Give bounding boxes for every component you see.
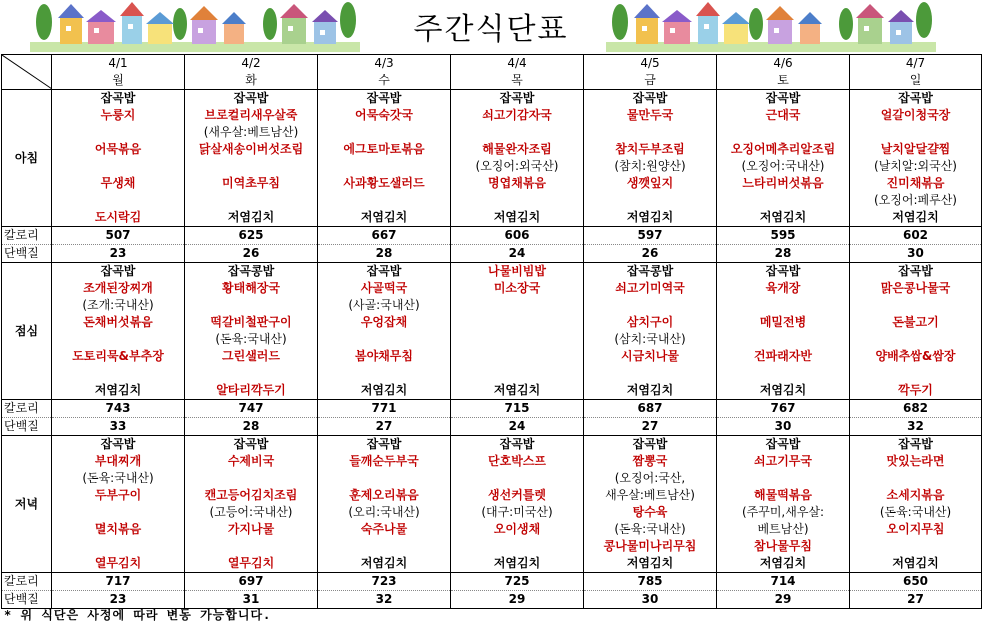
menu-item: 조개된장찌개: [52, 280, 185, 297]
protein-label: 단백질: [2, 418, 52, 436]
menu-item: 저염김치: [318, 209, 451, 227]
menu-item: 잡곡밥: [717, 90, 850, 108]
protein-row: [2, 245, 982, 263]
menu-item: 육개장: [717, 280, 850, 297]
menu-item: 날치알달걀찜: [850, 141, 982, 158]
menu-item: 깍두기: [850, 382, 982, 400]
meal-label: 저녁: [2, 436, 52, 573]
calorie-value: 650: [850, 573, 982, 591]
menu-item: 돈불고기: [850, 314, 982, 331]
calorie-value: 747: [185, 400, 318, 418]
menu-item: 잡곡밥: [318, 90, 451, 108]
menu-item: [584, 365, 717, 382]
protein-value: 32: [850, 418, 982, 436]
protein-value: 28: [717, 245, 850, 263]
weekday-row: [2, 72, 982, 90]
calorie-value: 597: [584, 227, 717, 245]
calorie-value: 785: [584, 573, 717, 591]
weekday-cell: 수: [318, 72, 451, 90]
menu-row: [2, 192, 982, 209]
menu-item: 소세지볶음: [850, 487, 982, 504]
menu-item: 시금치나물: [584, 348, 717, 365]
menu-row: [2, 555, 982, 573]
menu-item: 건파래자반: [717, 348, 850, 365]
menu-item: [52, 158, 185, 175]
menu-row: [2, 175, 982, 192]
calorie-value: 743: [52, 400, 185, 418]
protein-value: 24: [451, 418, 584, 436]
menu-item: [318, 124, 451, 141]
menu-item: 해물완자조림: [451, 141, 584, 158]
protein-value: 28: [318, 245, 451, 263]
menu-item: [185, 365, 318, 382]
menu-item: 미역초무침: [185, 175, 318, 192]
menu-item: [584, 297, 717, 314]
menu-item: 잡곡밥: [717, 263, 850, 281]
protein-value: 33: [52, 418, 185, 436]
menu-row: [2, 365, 982, 382]
menu-item: 쇠고기미역국: [584, 280, 717, 297]
protein-value: 29: [451, 591, 584, 609]
menu-item: (돈육:국내산): [185, 331, 318, 348]
menu-item: 탕수육: [584, 504, 717, 521]
menu-item: 저염김치: [451, 382, 584, 400]
menu-item: 미소장국: [451, 280, 584, 297]
menu-item: 저염김치: [185, 209, 318, 227]
menu-item: [584, 124, 717, 141]
menu-item: 새우살:베트남산): [584, 487, 717, 504]
menu-item: 저염김치: [318, 382, 451, 400]
calorie-value: 717: [52, 573, 185, 591]
menu-row: [2, 297, 982, 314]
menu-item: 단호박스프: [451, 453, 584, 470]
menu-item: [318, 470, 451, 487]
menu-item: [52, 124, 185, 141]
calorie-row: [2, 227, 982, 245]
menu-item: [850, 470, 982, 487]
menu-item: 어묵숙갓국: [318, 107, 451, 124]
menu-item: 잡곡밥: [52, 90, 185, 108]
menu-item: 나물비빔밥: [451, 263, 584, 281]
calorie-label: 칼로리: [2, 227, 52, 245]
menu-item: 해물떡볶음: [717, 487, 850, 504]
menu-item: 저염김치: [584, 209, 717, 227]
weekday-cell: 일: [850, 72, 982, 90]
menu-item: (새우살:베트남산): [185, 124, 318, 141]
protein-value: 32: [318, 591, 451, 609]
menu-item: 저염김치: [850, 555, 982, 573]
date-cell: 4/1: [52, 55, 185, 73]
menu-item: 숙주나물: [318, 521, 451, 538]
menu-item: 잡곡밥: [451, 436, 584, 454]
protein-value: 27: [850, 591, 982, 609]
menu-item: 저염김치: [717, 209, 850, 227]
menu-item: (돈육:국내산): [584, 521, 717, 538]
meal-label: 아침: [2, 90, 52, 227]
menu-item: [451, 470, 584, 487]
menu-item: 잡곡밥: [318, 263, 451, 281]
menu-item: [717, 470, 850, 487]
menu-row: [2, 124, 982, 141]
calorie-value: 687: [584, 400, 717, 418]
calorie-value: 697: [185, 573, 318, 591]
menu-item: (오징어:국산,: [584, 470, 717, 487]
menu-item: 봄야채무침: [318, 348, 451, 365]
menu-item: 그린샐러드: [185, 348, 318, 365]
date-row: [2, 55, 982, 73]
calorie-label: 칼로리: [2, 573, 52, 591]
menu-item: [185, 192, 318, 209]
menu-item: 열무김치: [52, 555, 185, 573]
menu-item: [185, 538, 318, 555]
calorie-value: 725: [451, 573, 584, 591]
menu-row: [2, 521, 982, 538]
menu-item: [451, 538, 584, 555]
menu-item: 참치두부조림: [584, 141, 717, 158]
menu-item: [717, 297, 850, 314]
page-title: 주간식단표: [413, 12, 569, 47]
protein-value: 27: [584, 418, 717, 436]
menu-row: [2, 538, 982, 555]
menu-item: 저염김치: [584, 555, 717, 573]
meal-label: 점심: [2, 263, 52, 400]
menu-item: 메밀전병: [717, 314, 850, 331]
menu-item: 명엽채볶음: [451, 175, 584, 192]
calorie-value: 625: [185, 227, 318, 245]
menu-row: [2, 331, 982, 348]
menu-item: [318, 538, 451, 555]
menu-item: 저염김치: [318, 555, 451, 573]
menu-item: 생선커틀렛: [451, 487, 584, 504]
menu-item: 어묵볶음: [52, 141, 185, 158]
calorie-value: 714: [717, 573, 850, 591]
menu-row: [2, 436, 982, 454]
menu-item: 훈제오리볶음: [318, 487, 451, 504]
menu-item: 진미채볶음: [850, 175, 982, 192]
menu-row: [2, 382, 982, 400]
weekly-menu-table: [1, 54, 982, 609]
protein-value: 23: [52, 245, 185, 263]
date-cell: 4/2: [185, 55, 318, 73]
menu-row: [2, 453, 982, 470]
menu-item: 잡곡밥: [185, 90, 318, 108]
menu-item: 돈채버섯볶음: [52, 314, 185, 331]
menu-item: [318, 192, 451, 209]
menu-item: 저염김치: [584, 382, 717, 400]
menu-item: 참나물무침: [717, 538, 850, 555]
calorie-value: 682: [850, 400, 982, 418]
calorie-value: 767: [717, 400, 850, 418]
menu-item: [850, 331, 982, 348]
menu-item: 브로컬리새우살죽: [185, 107, 318, 124]
menu-item: 오이생채: [451, 521, 584, 538]
menu-item: 알타리깍두기: [185, 382, 318, 400]
menu-item: 저염김치: [451, 209, 584, 227]
weekday-cell: 토: [717, 72, 850, 90]
calorie-value: 606: [451, 227, 584, 245]
corner-cell: [2, 55, 52, 90]
protein-value: 26: [185, 245, 318, 263]
menu-row: [2, 314, 982, 331]
protein-value: 30: [717, 418, 850, 436]
menu-item: 짬뽕국: [584, 453, 717, 470]
menu-item: (오징어:외국산): [451, 158, 584, 175]
menu-item: 잡곡밥: [717, 436, 850, 454]
menu-item: [451, 297, 584, 314]
protein-value: 28: [185, 418, 318, 436]
menu-item: [451, 192, 584, 209]
menu-item: 떡갈비철판구이: [185, 314, 318, 331]
menu-item: 저염김치: [717, 555, 850, 573]
date-cell: 4/3: [318, 55, 451, 73]
calorie-value: 595: [717, 227, 850, 245]
menu-item: 콩나물미나리무침: [584, 538, 717, 555]
menu-item: 잡곡콩밥: [584, 263, 717, 281]
footnote: * 위 식단은 사정에 따라 변동 가능합니다.: [4, 608, 272, 622]
menu-item: (조개:국내산): [52, 297, 185, 314]
menu-item: 캔고등어김치조림: [185, 487, 318, 504]
menu-item: 물만두국: [584, 107, 717, 124]
date-cell: 4/6: [717, 55, 850, 73]
menu-item: [185, 297, 318, 314]
protein-value: 27: [318, 418, 451, 436]
menu-item: (주꾸미,새우살:: [717, 504, 850, 521]
menu-item: [717, 331, 850, 348]
date-cell: 4/5: [584, 55, 717, 73]
menu-item: (대구:미국산): [451, 504, 584, 521]
menu-item: [185, 158, 318, 175]
menu-item: 잡곡밥: [850, 90, 982, 108]
protein-value: 23: [52, 591, 185, 609]
menu-item: 잡곡밥: [584, 90, 717, 108]
menu-item: 저염김치: [451, 555, 584, 573]
menu-row: [2, 280, 982, 297]
menu-item: [451, 124, 584, 141]
calorie-value: 667: [318, 227, 451, 245]
menu-item: 도시락김: [52, 209, 185, 227]
menu-item: 저염김치: [52, 382, 185, 400]
menu-item: 잡곡밥: [850, 436, 982, 454]
menu-item: 오징어메추리알조림: [717, 141, 850, 158]
menu-row: [2, 263, 982, 281]
menu-item: (돈육:국내산): [850, 504, 982, 521]
calorie-value: 771: [318, 400, 451, 418]
menu-row: [2, 107, 982, 124]
menu-item: 사과황도샐러드: [318, 175, 451, 192]
menu-item: (날치알:외국산): [850, 158, 982, 175]
menu-item: 무생채: [52, 175, 185, 192]
menu-item: [451, 331, 584, 348]
menu-item: [52, 538, 185, 555]
menu-item: [318, 365, 451, 382]
menu-row: [2, 348, 982, 365]
menu-item: [318, 158, 451, 175]
protein-value: 29: [717, 591, 850, 609]
weekday-cell: 금: [584, 72, 717, 90]
menu-item: 닭살새송이버섯조림: [185, 141, 318, 158]
menu-item: 부대찌개: [52, 453, 185, 470]
menu-row: [2, 504, 982, 521]
protein-value: 24: [451, 245, 584, 263]
menu-item: 잡곡밥: [584, 436, 717, 454]
menu-item: [451, 348, 584, 365]
menu-item: 얼갈이청국장: [850, 107, 982, 124]
menu-item: (돈육:국내산): [52, 470, 185, 487]
menu-item: 들깨순두부국: [318, 453, 451, 470]
menu-item: 가지나물: [185, 521, 318, 538]
menu-item: (오징어:국내산): [717, 158, 850, 175]
menu-item: [52, 331, 185, 348]
menu-item: [185, 470, 318, 487]
menu-item: 맛있는라면: [850, 453, 982, 470]
weekday-cell: 목: [451, 72, 584, 90]
menu-item: 우엉잡채: [318, 314, 451, 331]
menu-row: [2, 487, 982, 504]
menu-row: [2, 141, 982, 158]
date-cell: 4/4: [451, 55, 584, 73]
protein-value: 31: [185, 591, 318, 609]
protein-value: 30: [850, 245, 982, 263]
menu-item: [717, 192, 850, 209]
weekday-cell: 월: [52, 72, 185, 90]
protein-value: 26: [584, 245, 717, 263]
menu-item: [850, 124, 982, 141]
menu-item: 사골떡국: [318, 280, 451, 297]
menu-item: 잡곡밥: [185, 436, 318, 454]
menu-item: 잡곡밥: [52, 436, 185, 454]
menu-item: (고등어:국내산): [185, 504, 318, 521]
protein-row: [2, 418, 982, 436]
menu-item: [717, 124, 850, 141]
menu-item: [52, 192, 185, 209]
calorie-row: [2, 573, 982, 591]
menu-item: 잡곡밥: [850, 263, 982, 281]
calorie-value: 602: [850, 227, 982, 245]
menu-item: 쇠고기무국: [717, 453, 850, 470]
menu-row: [2, 90, 982, 108]
menu-item: (오리:국내산): [318, 504, 451, 521]
menu-row: [2, 209, 982, 227]
menu-item: (오징어:페루산): [850, 192, 982, 209]
menu-item: [584, 192, 717, 209]
calorie-value: 507: [52, 227, 185, 245]
menu-item: 잡곡밥: [451, 90, 584, 108]
menu-item: 누룽지: [52, 107, 185, 124]
calorie-value: 723: [318, 573, 451, 591]
protein-value: 30: [584, 591, 717, 609]
menu-item: 오이지무침: [850, 521, 982, 538]
menu-item: 삼치구이: [584, 314, 717, 331]
diagonal-line: [2, 55, 52, 89]
menu-item: 열무김치: [185, 555, 318, 573]
menu-item: (참치:원양산): [584, 158, 717, 175]
menu-item: [52, 365, 185, 382]
menu-item: [318, 331, 451, 348]
menu-item: [850, 365, 982, 382]
menu-item: 쇠고기감자국: [451, 107, 584, 124]
menu-item: 수제비국: [185, 453, 318, 470]
menu-item: 잡곡밥: [52, 263, 185, 281]
menu-item: 두부구이: [52, 487, 185, 504]
menu-item: [850, 297, 982, 314]
menu-item: 황태해장국: [185, 280, 318, 297]
menu-item: 도토리묵&부추장: [52, 348, 185, 365]
calorie-label: 칼로리: [2, 400, 52, 418]
weekday-cell: 화: [185, 72, 318, 90]
menu-item: 에그토마토볶음: [318, 141, 451, 158]
protein-label: 단백질: [2, 591, 52, 609]
menu-item: 잡곡밥: [318, 436, 451, 454]
calorie-value: 715: [451, 400, 584, 418]
protein-label: 단백질: [2, 245, 52, 263]
menu-item: 멸치볶음: [52, 521, 185, 538]
menu-item: [717, 365, 850, 382]
calorie-row: [2, 400, 982, 418]
menu-item: 베트남산): [717, 521, 850, 538]
menu-row: [2, 470, 982, 487]
date-cell: 4/7: [850, 55, 982, 73]
menu-item: (사골:국내산): [318, 297, 451, 314]
menu-item: [451, 314, 584, 331]
menu-item: [451, 365, 584, 382]
menu-item: 잡곡콩밥: [185, 263, 318, 281]
menu-item: 양배추쌈&쌈장: [850, 348, 982, 365]
menu-item: 생깻잎지: [584, 175, 717, 192]
menu-item: [850, 538, 982, 555]
menu-item: (삼치:국내산): [584, 331, 717, 348]
menu-item: 저염김치: [717, 382, 850, 400]
menu-row: [2, 158, 982, 175]
menu-item: [52, 504, 185, 521]
menu-item: 근대국: [717, 107, 850, 124]
menu-item: 맑은콩나물국: [850, 280, 982, 297]
menu-item: 느타리버섯볶음: [717, 175, 850, 192]
menu-item: 저염김치: [850, 209, 982, 227]
